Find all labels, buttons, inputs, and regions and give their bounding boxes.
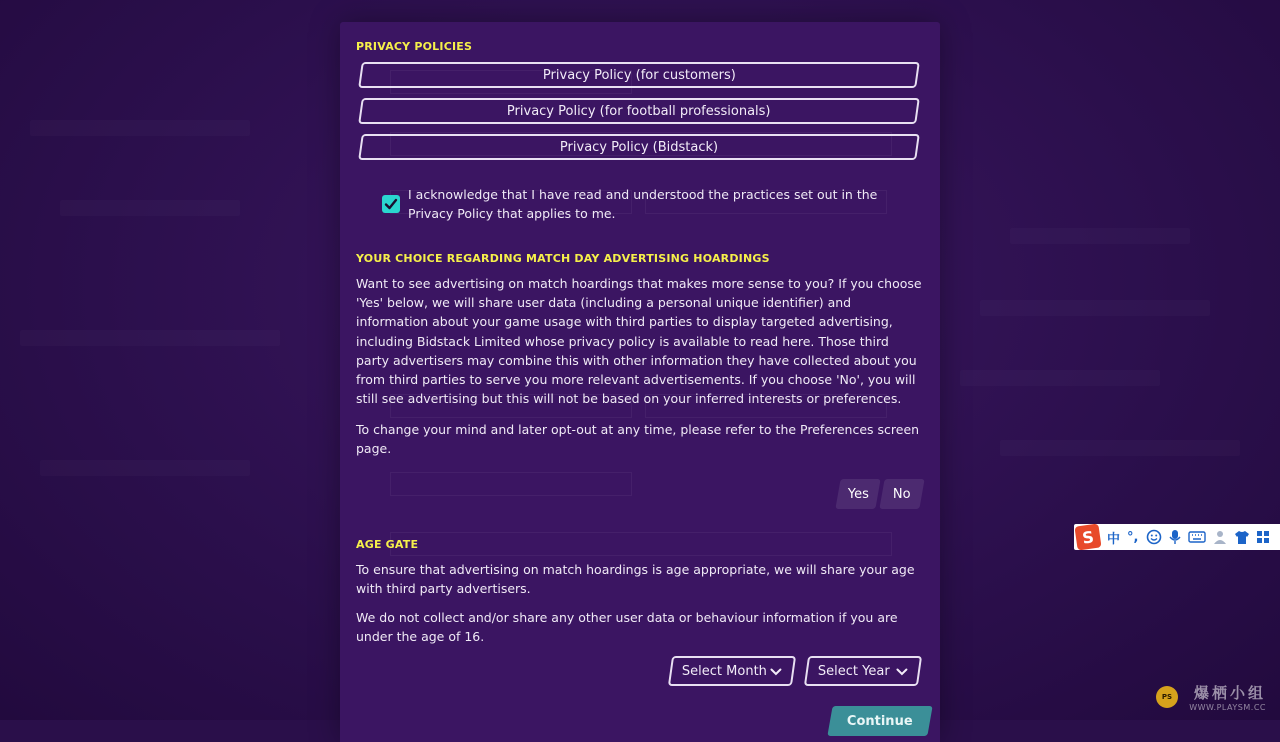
bg-strip bbox=[980, 300, 1210, 316]
chevron-down-icon bbox=[896, 667, 908, 675]
bg-strip bbox=[1010, 228, 1190, 244]
privacy-policy-football-button[interactable] bbox=[358, 98, 920, 124]
acknowledge-checkbox[interactable] bbox=[382, 195, 400, 213]
bg-strip bbox=[20, 330, 280, 346]
yes-button[interactable] bbox=[835, 479, 880, 509]
age-gate-paragraph-2: We do not collect and/or share any other user data or behaviour information if you are under the age of 16. bbox=[356, 610, 898, 645]
ime-toolbar bbox=[1074, 524, 1280, 550]
ime-language-toggle[interactable]: 中 bbox=[1107, 531, 1121, 547]
keyboard-icon[interactable] bbox=[1188, 530, 1206, 544]
watermark bbox=[1189, 682, 1266, 712]
microphone-icon[interactable] bbox=[1168, 529, 1182, 545]
privacy-policy-customers-button[interactable] bbox=[358, 62, 920, 88]
consent-dialog bbox=[340, 22, 940, 742]
check-icon bbox=[384, 197, 398, 211]
button-label: Privacy Policy (for customers) bbox=[542, 67, 736, 83]
optout-paragraph: To change your mind and later opt-out at any time, please refer to the Preferences screen page. bbox=[356, 422, 920, 457]
ime-punctuation-toggle[interactable]: °, bbox=[1127, 529, 1139, 545]
button-label: Privacy Policy (Bidstack) bbox=[559, 139, 719, 155]
acknowledge-row bbox=[382, 185, 902, 223]
ime-logo-icon[interactable]: S bbox=[1074, 523, 1101, 550]
ghost-field bbox=[390, 532, 892, 556]
smiley-icon[interactable] bbox=[1146, 529, 1162, 545]
grid-menu-icon[interactable] bbox=[1256, 530, 1270, 544]
year-select-label: Select Year bbox=[818, 663, 890, 679]
continue-label: Continue bbox=[847, 713, 913, 729]
month-select[interactable] bbox=[668, 656, 796, 686]
user-icon[interactable] bbox=[1212, 529, 1228, 545]
watermark-url: WWW.PLAYSM.CC bbox=[1189, 703, 1266, 712]
watermark-badge: PS bbox=[1156, 686, 1178, 708]
month-select-label: Select Month bbox=[682, 663, 767, 679]
bg-strip bbox=[960, 370, 1160, 386]
bg-strip bbox=[60, 200, 240, 216]
age-gate-paragraph: To ensure that advertising on match hoardings is age appropriate, we will share your age with third party advertisers. bbox=[356, 562, 915, 597]
advertising-paragraph: Want to see advertising on match hoardings that makes more sense to you? If you choose 'Yes' below, we will share user data (including a personal unique identifier) and information about your game usage with third parties to display targeted advertising, including Bidstack Limited whose privacy policy is available to read here. Those third party advertisers may combine this with other information they have collected about you from third parties to serve you more relevant advertisements. If you choose 'No', you will still see advertising but this will not be based on your inferred interests or preferences. bbox=[356, 276, 922, 407]
privacy-policy-bidstack-button[interactable] bbox=[358, 134, 920, 160]
bg-strip bbox=[1000, 440, 1240, 456]
age-gate-heading: AGE GATE bbox=[356, 538, 419, 551]
watermark-title: 爆栖小组 bbox=[1193, 684, 1266, 702]
button-label: Privacy Policy (for football professionals) bbox=[507, 103, 771, 119]
no-button[interactable] bbox=[879, 479, 924, 509]
acknowledge-label: I acknowledge that I have read and understood the practices set out in the Privacy Policy that applies to me. bbox=[408, 187, 878, 221]
no-label: No bbox=[893, 486, 911, 502]
continue-button[interactable] bbox=[827, 706, 932, 736]
advertising-heading: YOUR CHOICE REGARDING MATCH DAY ADVERTISING HOARDINGS bbox=[356, 252, 770, 265]
year-select[interactable] bbox=[804, 656, 922, 686]
bg-strip bbox=[30, 120, 250, 136]
ghost-field bbox=[390, 472, 632, 496]
privacy-heading: PRIVACY POLICIES bbox=[356, 40, 473, 53]
chevron-down-icon bbox=[770, 667, 782, 675]
bg-strip bbox=[40, 460, 250, 476]
ad-choice-toggle bbox=[834, 479, 922, 509]
shirt-icon[interactable] bbox=[1234, 529, 1250, 545]
yes-label: Yes bbox=[847, 486, 869, 502]
